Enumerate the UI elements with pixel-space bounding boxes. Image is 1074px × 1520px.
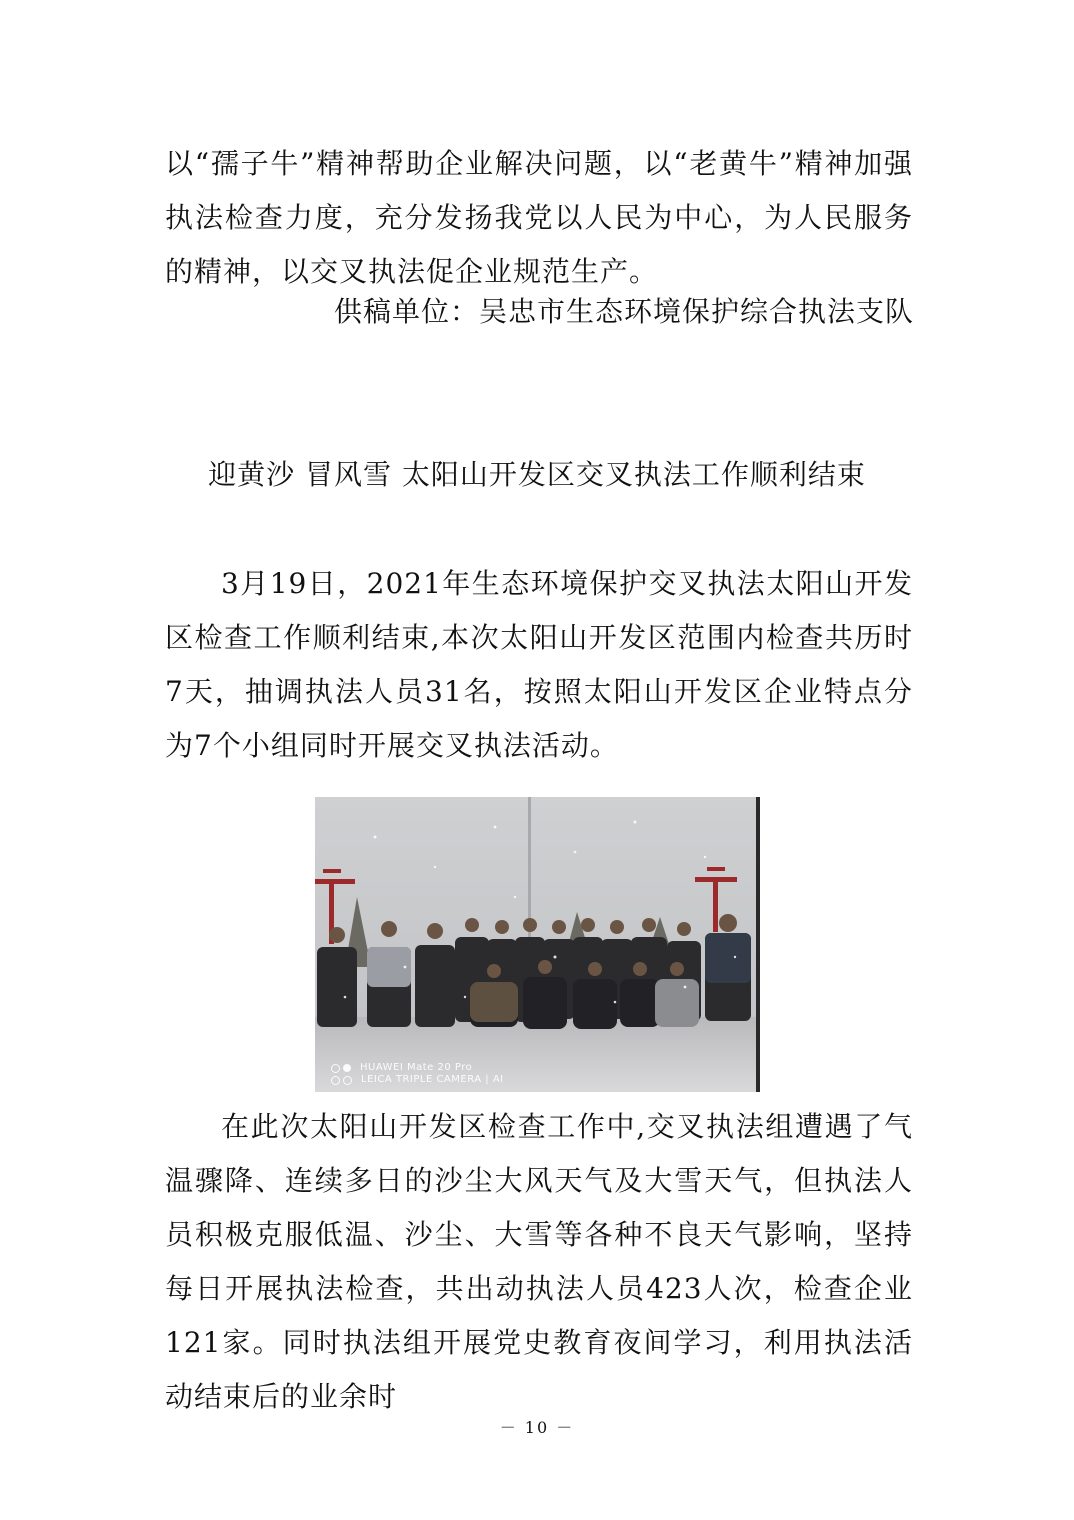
watermark-circle-icon	[331, 1064, 340, 1073]
paragraph-intro: 以“孺子牛”精神帮助企业解决问题，以“老黄牛”精神加强执法检查力度，充分发扬我党以人民为中心，为人民服务的精神，以交叉执法促企业规范生产。	[165, 147, 913, 288]
paragraph-body-2: 在此次太阳山开发区检查工作中,交叉执法组遭遇了气温骤降、连续多日的沙尘大风天气及大雪天气，但执法人员积极克服低温、沙尘、大雪等各种不良天气影响，坚持每日开展执法检查，共出动执法人员423人次，检查企业121家。同时执法组开展党史教育夜间学习，利用执法活动结束后的业余时	[165, 1110, 913, 1413]
group-photo-illustration	[315, 797, 760, 1092]
watermark-circle-icon	[343, 1076, 352, 1085]
camera-watermark	[331, 1062, 504, 1086]
page-number: － 10 －	[499, 1418, 575, 1437]
group-photo	[315, 797, 760, 1092]
watermark-dot-icon	[343, 1064, 351, 1072]
watermark-circle-icon	[331, 1076, 340, 1085]
watermark-line-2: LEICA TRIPLE CAMERA | AI	[361, 1074, 504, 1085]
watermark-line-1: HUAWEI Mate 20 Pro	[360, 1062, 473, 1073]
credit-line: 供稿单位：吴忠市生态环境保护综合执法支队	[333, 295, 914, 328]
paragraph-body-1: 3月19日，2021年生态环境保护交叉执法太阳山开发区检查工作顺利结束,本次太阳山开发区范围内检查共历时7天，抽调执法人员31名，按照太阳山开发区企业特点分为7个小组同时开展交叉执法活动。	[165, 567, 913, 762]
article-title: 迎黄沙 冒风雪 太阳山开发区交叉执法工作顺利结束	[208, 458, 866, 491]
